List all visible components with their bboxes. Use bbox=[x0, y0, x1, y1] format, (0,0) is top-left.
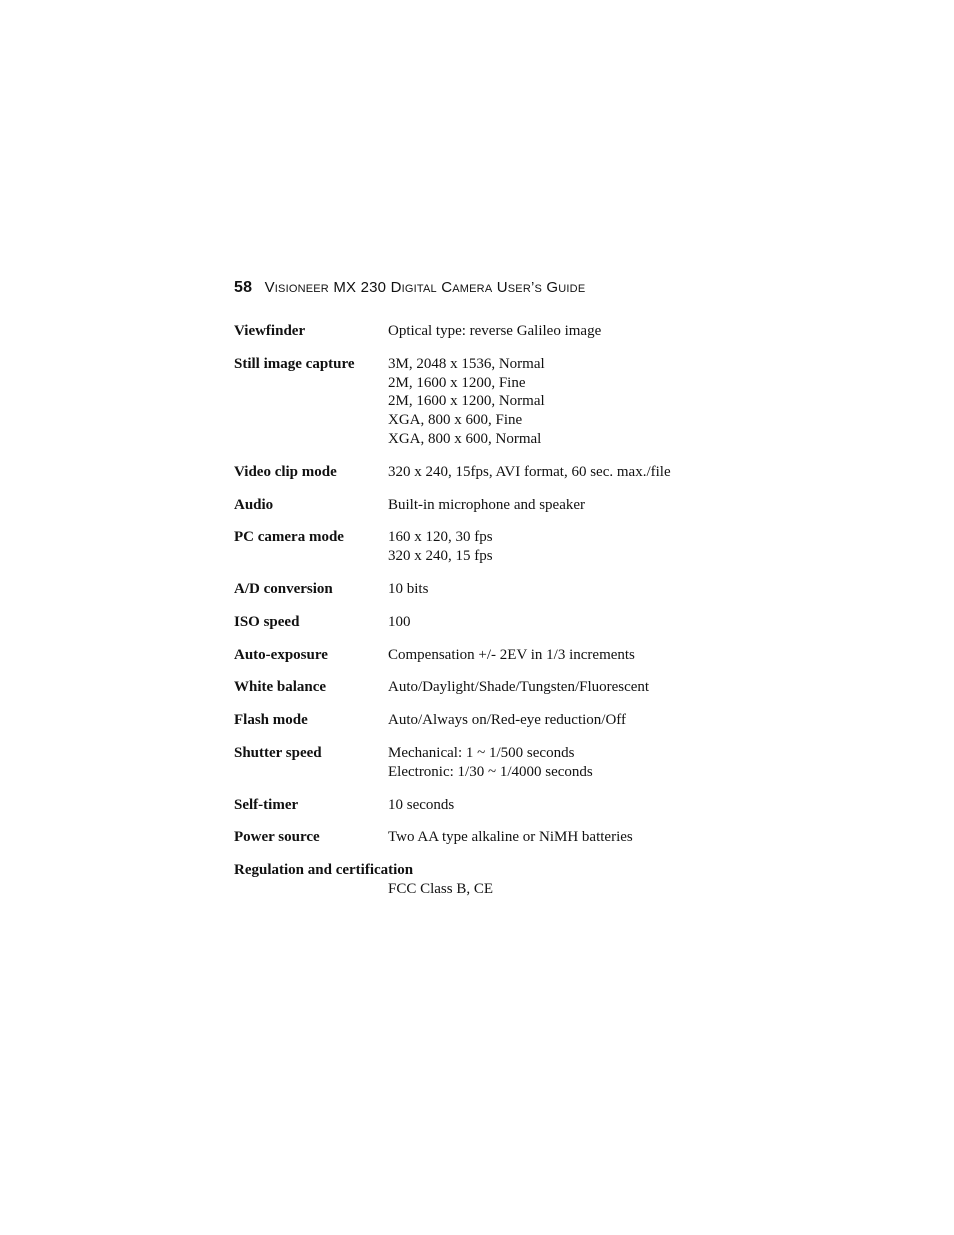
spec-value: Mechanical: 1 ~ 1/500 seconds bbox=[388, 744, 575, 761]
spec-values bbox=[388, 496, 794, 515]
spec-value: 320 x 240, 15fps, AVI format, 60 sec. max./file bbox=[388, 463, 671, 480]
spec-row-power-source bbox=[234, 828, 794, 847]
spec-label: Power source bbox=[234, 829, 320, 846]
spec-label: Still image capture bbox=[234, 355, 355, 372]
spec-value: XGA, 800 x 600, Normal bbox=[388, 430, 542, 447]
spec-values bbox=[388, 580, 794, 599]
spec-value: Built-in microphone and speaker bbox=[388, 496, 586, 513]
spec-row-regulation-and-certification bbox=[234, 861, 794, 899]
running-title: Visioneer MX 230 Digital Camera User’s Guide bbox=[264, 279, 586, 296]
spec-value: Optical type: reverse Galileo image bbox=[388, 323, 602, 339]
spec-label: Viewfinder bbox=[234, 323, 306, 339]
spec-label: ISO speed bbox=[234, 613, 300, 630]
spec-row-audio bbox=[234, 496, 794, 515]
spec-value: 320 x 240, 15 fps bbox=[388, 548, 493, 565]
spec-label: A/D conversion bbox=[234, 580, 333, 597]
spec-label: Self-timer bbox=[234, 796, 299, 813]
spec-label: PC camera mode bbox=[234, 529, 344, 546]
spec-value: 2M, 1600 x 1200, Fine bbox=[388, 374, 526, 391]
spec-values bbox=[388, 355, 794, 449]
page-header bbox=[234, 279, 585, 297]
spec-values bbox=[388, 322, 794, 341]
spec-row-shutter-speed bbox=[234, 744, 794, 782]
spec-value: 10 bits bbox=[388, 580, 429, 597]
spec-label: Audio bbox=[234, 496, 274, 513]
spec-row-self-timer bbox=[234, 796, 794, 815]
spec-value: Two AA type alkaline or NiMH batteries bbox=[388, 829, 633, 846]
spec-values bbox=[388, 828, 794, 847]
spec-row-white-balance bbox=[234, 678, 794, 697]
spec-row-ad-conversion bbox=[234, 580, 794, 599]
spec-label: Flash mode bbox=[234, 712, 308, 729]
spec-value: 2M, 1600 x 1200, Normal bbox=[388, 393, 545, 410]
spec-value: 160 x 120, 30 fps bbox=[388, 529, 493, 546]
spec-label: Auto-exposure bbox=[234, 646, 328, 663]
spec-label: Video clip mode bbox=[234, 463, 337, 480]
spec-values bbox=[388, 646, 794, 665]
spec-row-pc-camera-mode bbox=[234, 528, 794, 566]
spec-row-viewfinder bbox=[234, 322, 794, 341]
spec-row-video-clip-mode bbox=[234, 463, 794, 482]
spec-row-iso-speed bbox=[234, 613, 794, 632]
spec-table bbox=[234, 322, 794, 913]
spec-value: 100 bbox=[388, 613, 411, 630]
spec-value: 3M, 2048 x 1536, Normal bbox=[388, 355, 545, 372]
spec-row-auto-exposure bbox=[234, 646, 794, 665]
spec-values bbox=[388, 711, 794, 730]
spec-row-flash-mode bbox=[234, 711, 794, 730]
spec-values bbox=[388, 463, 794, 482]
spec-label: Regulation and certification bbox=[234, 862, 414, 879]
page-number: 58 bbox=[234, 279, 253, 296]
spec-values bbox=[234, 880, 794, 899]
spec-value: Auto/Always on/Red-eye reduction/Off bbox=[388, 712, 627, 729]
spec-value: XGA, 800 x 600, Fine bbox=[388, 412, 523, 429]
spec-values bbox=[388, 678, 794, 697]
spec-label: Shutter speed bbox=[234, 744, 322, 761]
spec-values bbox=[388, 613, 794, 632]
spec-label: White balance bbox=[234, 679, 327, 696]
spec-value: 10 seconds bbox=[388, 796, 455, 813]
spec-value: Auto/Daylight/Shade/Tungsten/Fluorescent bbox=[388, 679, 650, 696]
spec-values bbox=[388, 744, 794, 782]
spec-value: FCC Class B, CE bbox=[388, 880, 494, 897]
spec-values bbox=[388, 796, 794, 815]
spec-row-still-image-capture bbox=[234, 355, 794, 449]
spec-value: Compensation +/- 2EV in 1/3 increments bbox=[388, 646, 635, 663]
spec-value: Electronic: 1/30 ~ 1/4000 seconds bbox=[388, 763, 593, 780]
spec-values bbox=[388, 528, 794, 566]
